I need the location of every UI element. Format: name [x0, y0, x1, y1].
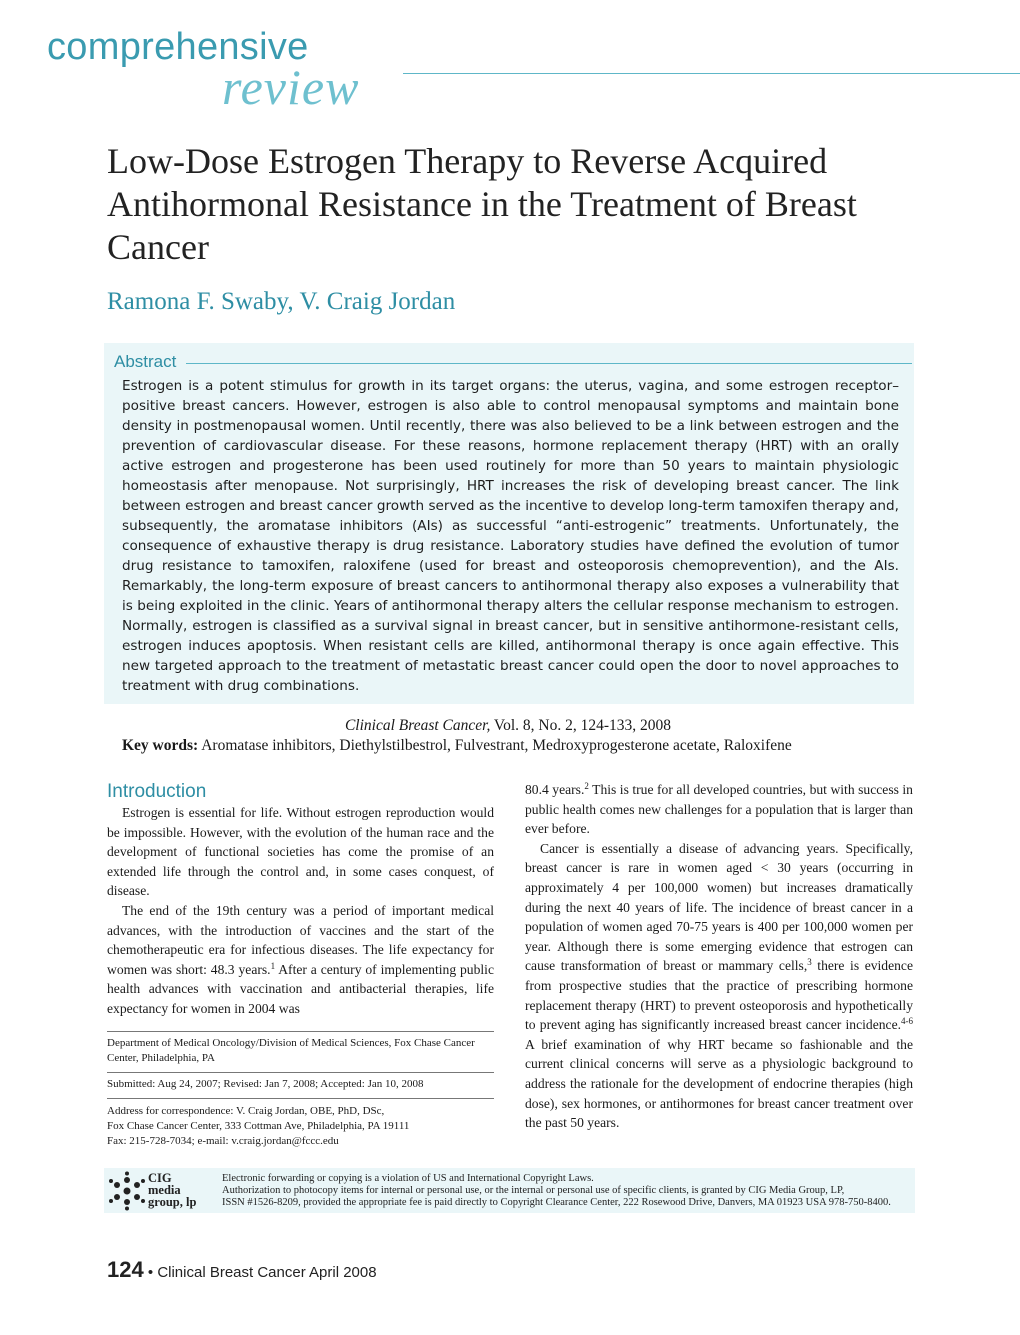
- body-column-left: [107, 803, 494, 1019]
- paragraph: The end of the 19th century was a period of important medical advances, with the introduction of vaccines and the start of the chemotherapeutic era for infectious diseases. The life expectancy for women was short: 48.3 years.$^1$ After a century of implementing public health advances with vaccination and antibacterial therapies, life expectancy for women in 2004 was: [107, 902, 494, 1016]
- cig-logo-icon: [108, 1171, 146, 1211]
- section-label-review: review: [222, 59, 360, 115]
- footer-journal: Clinical Breast Cancer: [157, 1264, 306, 1281]
- footer-issue: April 2008: [305, 1264, 377, 1281]
- submission-dates: Submitted: Aug 24, 2007; Revised: Jan 7, 2008; Accepted: Jan 10, 2008: [107, 1078, 424, 1090]
- keywords-text: Aromatase inhibitors, Diethylstilbestrol, Fulvestrant, Medroxyprogesterone acetate, Raloxifene: [198, 737, 792, 754]
- page-footer: 124 • Clinical Breast Cancer April 2008: [107, 1257, 377, 1282]
- reference-link[interactable]: 3: [807, 957, 812, 968]
- keywords: [122, 737, 902, 755]
- reference-link[interactable]: 1: [270, 960, 276, 971]
- cig-logo-text: CIG media group, lp: [148, 1171, 197, 1209]
- citation-details: Vol. 8, No. 2, 124-133, 2008: [490, 717, 672, 734]
- article-authors: Ramona F. Swaby, V. Craig Jordan: [107, 288, 456, 315]
- footnote-rule: [107, 1098, 494, 1099]
- citation: [108, 717, 908, 735]
- affiliation-note: Department of Medical Oncology/Division of Medical Sciences, Fox Chase Cancer Center, Philadelphia, PA: [107, 1037, 475, 1064]
- abstract-rule: [186, 363, 912, 364]
- section-heading-introduction: Introduction: [107, 781, 207, 802]
- paragraph: Estrogen is essential for life. Without estrogen reproduction would be impossible. However, with the evolution of the human race and the development of functional societies has come the promise of an extended life through the control and, in some cases conquest, of disease.: [107, 805, 494, 899]
- reference-link[interactable]: 4-6: [901, 1016, 913, 1027]
- citation-journal: Clinical Breast Cancer,: [344, 717, 491, 734]
- reference-link[interactable]: 2: [584, 781, 589, 791]
- paragraph: 80.4 years.$^2$ This is true for all developed countries, but with success in public health comes new challenges for a population that is larger than ever before.: [525, 781, 913, 837]
- section-label-comprehensive: comprehensive: [47, 26, 309, 68]
- article-title: Low-Dose Estrogen Therapy to Reverse Acquired Antihormonal Resistance in the Treatment of Breast Cancer: [107, 141, 857, 267]
- footnote-rule: [107, 1072, 494, 1073]
- abstract-text: Estrogen is a potent stimulus for growth in its target organs: the uterus, vagina, and some estrogen receptor–positive breast cancers. However, estrogen is also able to control menopausal symptoms and maintain bone density in postmenopausal women. Until recently, there was also believed to be a link between estrogen and the prevention of cardiovascular disease. For these reasons, hormone replacement therapy (HRT) with an orally active estrogen and progesterone has been used routinely for more than 50 years to maintain physiologic homeostasis after menopause. Not surprisingly, HRT increases the risk of developing breast cancer. The link between estrogen and breast cancer growth served as the incentive to develop long-term tamoxifen therapy and, subsequently, the aromatase inhibitors (AIs) as successful “anti-estrogenic” treatments. Unfortunately, the consequence of exhaustive therapy is drug resistance. Laboratory studies have defined the evolution of tumor drug resistance to tamoxifen, raloxifene (used for breast and osteoporosis chemoprevention), and the AIs. Remarkably, the long-term exposure of breast cancers to antihormonal therapy also exposes a vulnerability that is being exploited in the clinic. Years of antihormonal therapy alters the cellular response mechanism to estrogen. Normally, estrogen is classified as a survival signal in breast cancer, but in sensitive antihormone-resistant cells, estrogen induces apoptosis. When resistant cells are killed, antihormonal therapy is once again effective. This new targeted approach to the treatment of metastatic breast cancer could open the door to novel approaches to treatment with drug combinations.: [122, 378, 899, 694]
- body-column-right: [525, 780, 913, 1133]
- abstract-heading: Abstract: [114, 352, 177, 371]
- header-rule: [403, 73, 1020, 74]
- correspondence-address: Address for correspondence: V. Craig Jordan, OBE, PhD, DSc, Fox Chase Cancer Center, 333 Cottman Ave, Philadelphia, PA 19111 Fax: 215-728-7034; e-mail: v.craig.jordan@fccc.edu: [107, 1105, 410, 1147]
- paragraph: Cancer is essentially a disease of advancing years. Specifically, breast cancer is rare in women aged < 30 years (occurring in approximately 4 per 100,000 women) but increases dramatically during the next 40 years of life. The incidence of breast cancer in a population of women aged 70-75 years is 400 per 100,000 women per year. Although there is some emerging evidence that estrogen can cause transformation of breast or mammary cells,$^3$ there is evidence from prospective studies that the practice of prescribing hormone replacement therapy (HRT) to prevent osteoporosis and hypothetically to prevent aging has significantly increased breast cancer incidence.$^{4-6}$ A brief examination of why HRT became so fashionable and the current clinical concerns will serve as a physiologic background to address the rationale for the development of endocrine therapies (high dose), sex hormones, or antihormones for breast cancer treatment over the past 50 years.: [525, 840, 913, 1131]
- keywords-label: Key words:: [122, 737, 199, 754]
- page-number: 124: [107, 1257, 144, 1282]
- footnote-rule: [107, 1031, 494, 1032]
- copyright-notice: Electronic forwarding or copying is a violation of US and International Copyright Laws. Authorization to photocopy items for internal or personal use, or the internal or personal use of specific clients, is granted by CIG Media Group, LP, ISSN #1526-8209, provided the appropriate fee is paid directly to Copyright Clearance Center, 222 Rosewood Drive, Danvers, MA 01923 USA 978-750-8400.: [222, 1173, 891, 1208]
